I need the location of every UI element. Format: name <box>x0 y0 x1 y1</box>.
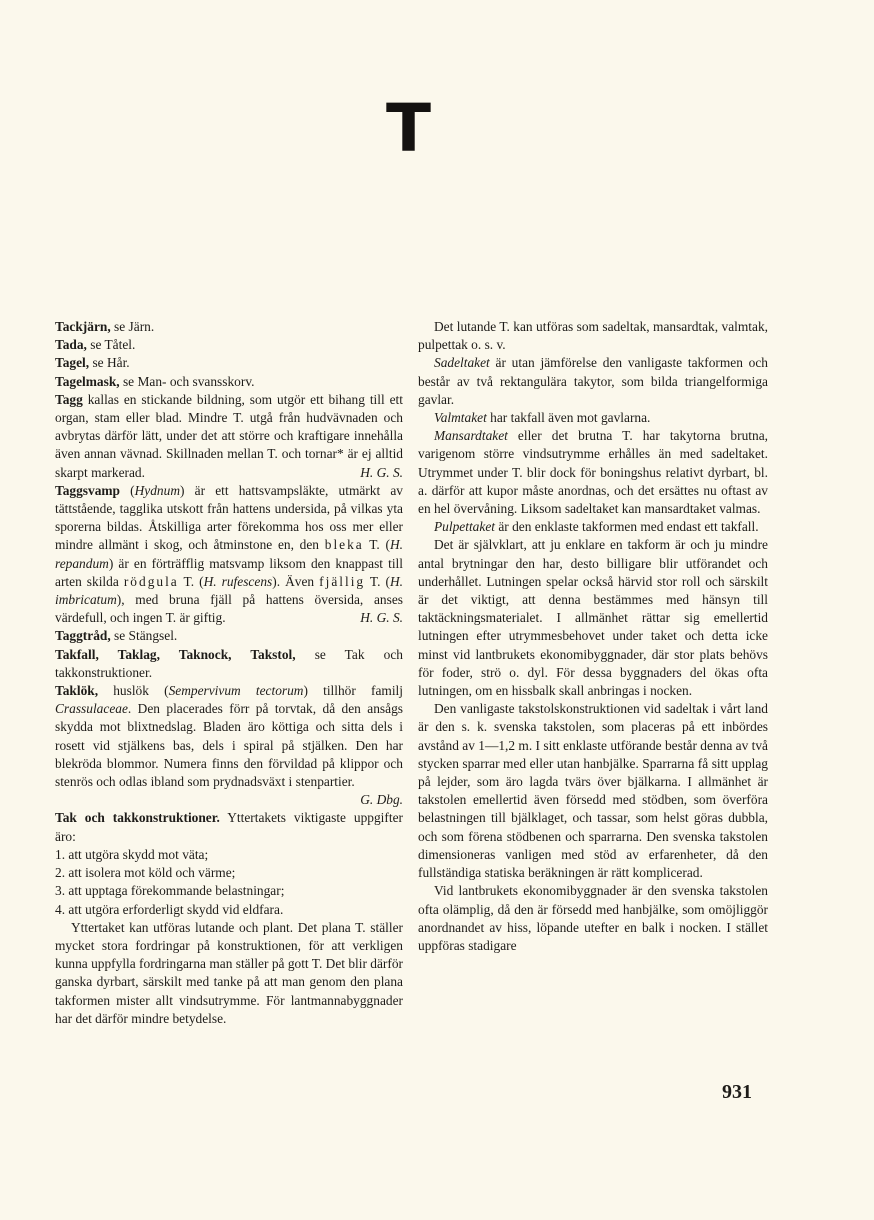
entry-text: se Hår. <box>89 355 130 371</box>
text: T. ( <box>365 573 390 589</box>
text: T. ( <box>178 573 204 589</box>
spaced-word: rödgula <box>123 573 179 589</box>
right-column <box>418 318 768 955</box>
list-item: 3. att upptaga förekommande belastningar; <box>55 883 285 899</box>
paragraph <box>418 518 768 536</box>
headword: Tak och takkonstruktioner. <box>55 810 220 826</box>
latin-name: H. repandum <box>55 537 403 571</box>
entry-tada <box>55 336 403 354</box>
headword: Tackjärn, <box>55 319 111 334</box>
entry-taggsvamp <box>55 482 403 628</box>
text: T. ( <box>363 537 390 553</box>
headword: Takfall, Taklag, Taknock, Takstol, <box>55 646 296 662</box>
paragraph <box>418 354 768 409</box>
text: ( <box>120 482 135 498</box>
latin-name: Crassulaceae <box>55 701 128 717</box>
headword: Tada, <box>55 337 87 353</box>
entry-taklok <box>55 682 403 808</box>
headword: Taggsvamp <box>55 482 120 498</box>
entry-tak-och-takkonstruktioner <box>55 809 403 845</box>
roof-type-term: Valmtaket <box>434 410 487 426</box>
text: ), med bruna fjäll på hattens översida, anses värdefull, och ingen T. är giftig. <box>55 592 403 626</box>
entry-tackjarn <box>55 318 403 336</box>
text: ) är ett hattsvampsläkte, utmärkt av tättstående, tagglika utskott från hattens undersida, på vilkas yta sporerna bildas. Åtskilliga arter förekomma hos oss mer eller mindre allmänt i skog, och åtminstone en, den <box>55 482 403 553</box>
entry-text: se Järn. <box>110 319 155 334</box>
headword: Tagelmask, <box>55 373 120 389</box>
latin-name: H. rufescens <box>203 573 273 589</box>
entry-text: se Tåtel. <box>86 337 136 353</box>
paragraph: Det lutande T. kan utföras som sadeltak, mansardtak, valmtak, pulpettak o. s. v. <box>418 319 768 353</box>
paragraph: Det är självklart, att ju enklare en takform är och ju mindre antal brytningar den har, desto billigare blir utförandet och underhållet. Lutningen spelar också härvid stor roll och särskilt är det viktigt, att denna bestämmes med hänsyn till taktäckningsmaterialet. I allmänhet rättar sig emellertid lutningen efter utrymmesbehovet under taket och detta icke minst vid lantbrukets ekonomibyggnader, där stor plats behövs för foder, strö o. dyl. För dessa byggnaders del ökas ofta lutningen, om en hissbalk skall anbringas i nocken. <box>418 537 768 699</box>
entry-taggtrad <box>55 627 403 645</box>
latin-name: H. imbricatum <box>55 573 403 608</box>
paragraph: Yttertaket kan utföras lutande och plant. Det plana T. ställer mycket stora fordringar på konstruktionen, för att verkligen kunna uppfylla fordringarna man ställer på gott T. Det blir därför ganska dyrbart, särskilt med tanke på att man genom den plana takformen mister allt vindsutrymme. För lantmannabyggnader har det därför mindre betydelse. <box>55 919 403 1026</box>
text: ). Även <box>272 573 320 589</box>
text: har takfall även mot gavlarna. <box>486 410 651 426</box>
author-signature: G. Dbg. <box>360 792 403 808</box>
text: är utan jämförelse den vanligaste takformen och består av två rektangulära takytor, som bilda triangelformiga gavlar. <box>418 355 768 407</box>
text: huslök ( <box>98 683 169 699</box>
roof-type-term: Pulpettaket <box>434 519 495 535</box>
latin-name: Hydnum <box>134 482 180 498</box>
section-letter: T <box>386 90 432 167</box>
roof-tasks-list <box>55 846 403 919</box>
list-item: 1. att utgöra skydd mot väta; <box>55 846 209 862</box>
roof-type-term: Mansardtaket <box>434 428 508 444</box>
paragraph <box>418 427 768 518</box>
paragraph <box>418 409 768 427</box>
left-column <box>55 318 403 1028</box>
entry-text: se Stängsel. <box>110 628 178 644</box>
page-number: 931 <box>722 1081 752 1103</box>
author-signature: H. G. S. <box>360 610 403 626</box>
roof-type-term: Sadeltaket <box>434 355 490 371</box>
headword: Taklök, <box>55 683 99 699</box>
headword: Tagel, <box>55 355 90 371</box>
text: ) tillhör familj <box>303 683 403 699</box>
text: ) är en förträfflig matsvamp liksom den knappast till arten skilda <box>55 555 403 589</box>
text: . Den placerades förr på torvtak, då den ansågs skydda mot blixtnedslag. Bladen äro köttiga och sitta dels i rosett vid stjälkens bas, dels i spiral på stjälken. Den har blekröda blommor. Numera finns den förvildad på klippor och stenrös och odlas ibland som prydnadsväxt i stenpartier. <box>55 701 403 790</box>
entry-tagel <box>55 354 403 372</box>
entry-takfall <box>55 646 403 682</box>
list-item: 2. att isolera mot köld och värme; <box>55 865 236 881</box>
text: eller det brutna T. har takytorna brutna, varigenom större vindsutrymme erhålles än med sadeltaket. Utrymmet under T. blir dock för boningshus relativt dyrbart, bl. a. därför att kupor måste anordnas, och det ersättes nu oftast av en hel övervåning. Liksom sadeltaket kan mansardtaket valmas. <box>418 428 768 517</box>
headword: Taggtråd, <box>55 628 111 644</box>
author-signature: H. G. S. <box>360 464 403 480</box>
latin-name: Sempervivum tectorum <box>168 683 304 699</box>
entry-text: se Tak och takkonstruktioner. <box>55 646 403 680</box>
spaced-word: bleka <box>324 537 364 553</box>
entry-tagelmask <box>55 373 403 391</box>
entry-text: Yttertakets viktigaste uppgifter äro: <box>55 810 403 844</box>
paragraph: Den vanligaste takstolskonstruktionen vid sadeltak i vårt land är den s. k. svenska takstolen, som placeras på ett inbördes avstånd av 1—1,2 m. I sitt enklaste utförande består denna av två stycken sparrar med eller utan hanbjälke. Sparrarna få sitt upplag på lejder, som äro lagda tvärs över bjälkarna. I allmänhet är takstolen emellertid även försedd med stödben, som överföra belastningen till bjälklaget, och tassar, som helst göras dubbla, och som förena stödbenen och sparrarna. Den svenska takstolen dimensioneras vanligen med stöd av erfarenheter, då den fullständiga statiska beräkningen är rätt komplicerad. <box>418 701 768 881</box>
entry-tagg <box>55 391 403 482</box>
paragraph: Vid lantbrukets ekonomibyggnader är den svenska takstolen ofta olämplig, då den är försedd med hanbjälke, som omöjliggör anordnandet av hiss, löpande utefter en balk i nocken. I stället uppföras stadigare <box>418 883 768 953</box>
spaced-word: fjällig <box>319 573 366 589</box>
entry-text: se Man- och svansskorv. <box>119 373 255 389</box>
list-item: 4. att utgöra erforderligt skydd vid eldfara. <box>55 901 284 917</box>
headword: Tagg <box>55 391 83 407</box>
text: är den enklaste takformen med endast ett takfall. <box>494 519 759 535</box>
entry-text: kallas en stickande bildning, som utgör ett bihang till ett organ, stam eller blad. Mindre T. utgå från hudvävnaden och avbrytas därför lätt, under det att större och kraftigare innehålla även annan vävnad. Skillnaden mellan T. och tornar* är ej alltid skarpt markerad. <box>55 391 403 480</box>
